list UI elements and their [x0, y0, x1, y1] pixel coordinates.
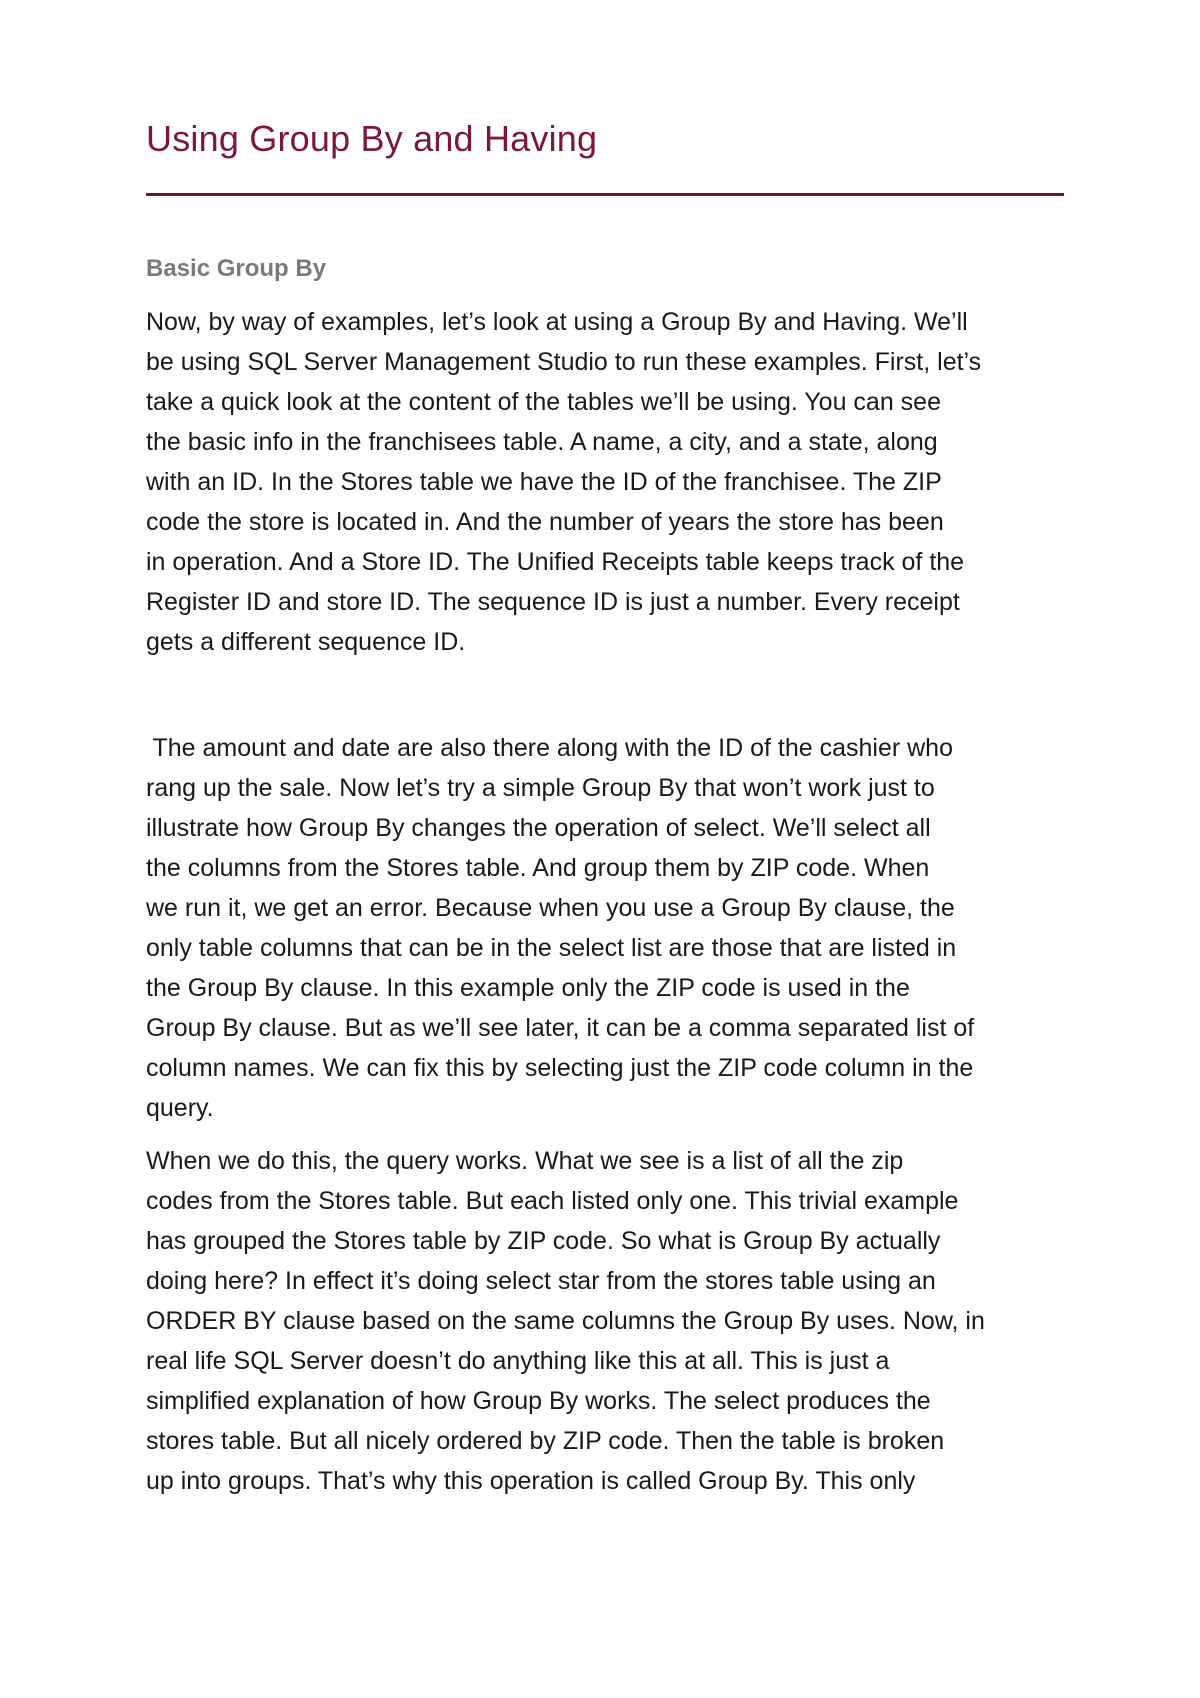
text-line: up into groups. That’s why this operation is called Group By. This only — [146, 1467, 916, 1495]
paragraph-2 — [146, 728, 1064, 1128]
text-line: query. — [146, 1094, 214, 1122]
text-line: simplified explanation of how Group By works. The select produces the — [146, 1387, 931, 1415]
text-line: in operation. And a Store ID. The Unified Receipts table keeps track of the — [146, 548, 965, 576]
text-line: codes from the Stores table. But each listed only one. This trivial example — [146, 1187, 959, 1215]
text-line: take a quick look at the content of the tables we’ll be using. You can see — [146, 388, 941, 416]
text-line: has grouped the Stores table by ZIP code. So what is Group By actually — [146, 1227, 941, 1255]
title-divider — [146, 193, 1064, 196]
text-line: illustrate how Group By changes the operation of select. We’ll select all — [146, 814, 931, 842]
text-line: Register ID and store ID. The sequence ID is just a number. Every receipt — [146, 588, 960, 616]
text-line: gets a different sequence ID. — [146, 628, 466, 656]
text-line: doing here? In effect it’s doing select star from the stores table using an — [146, 1267, 936, 1295]
paragraph-3 — [146, 1141, 1064, 1501]
paragraph-1 — [146, 302, 1064, 662]
text-line: ORDER BY clause based on the same columns the Group By uses. Now, in — [146, 1307, 985, 1335]
text-line: real life SQL Server doesn’t do anything like this at all. This is just a — [146, 1347, 890, 1375]
text-line: The amount and date are also there along with the ID of the cashier who — [146, 734, 953, 762]
text-line: the columns from the Stores table. And group them by ZIP code. When — [146, 854, 930, 882]
text-line: with an ID. In the Stores table we have the ID of the franchisee. The ZIP — [146, 468, 942, 496]
text-line: When we do this, the query works. What we see is a list of all the zip — [146, 1147, 904, 1175]
text-line: be using SQL Server Management Studio to run these examples. First, let’s — [146, 348, 982, 376]
text-line: the basic info in the franchisees table. A name, a city, and a state, along — [146, 428, 938, 456]
text-line: rang up the sale. Now let’s try a simple Group By that won’t work just to — [146, 774, 935, 802]
text-line: the Group By clause. In this example only the ZIP code is used in the — [146, 974, 910, 1002]
text-line: Group By clause. But as we’ll see later, it can be a comma separated list of — [146, 1014, 975, 1042]
document-title: Using Group By and Having — [146, 118, 598, 159]
section-heading: Basic Group By — [146, 255, 327, 282]
text-line: only table columns that can be in the select list are those that are listed in — [146, 934, 957, 962]
text-line: code the store is located in. And the number of years the store has been — [146, 508, 944, 536]
text-line: stores table. But all nicely ordered by ZIP code. Then the table is broken — [146, 1427, 945, 1455]
text-line: we run it, we get an error. Because when you use a Group By clause, the — [146, 894, 955, 922]
text-line: Now, by way of examples, let’s look at using a Group By and Having. We’ll — [146, 308, 968, 336]
text-line: column names. We can fix this by selecting just the ZIP code column in the — [146, 1054, 974, 1082]
